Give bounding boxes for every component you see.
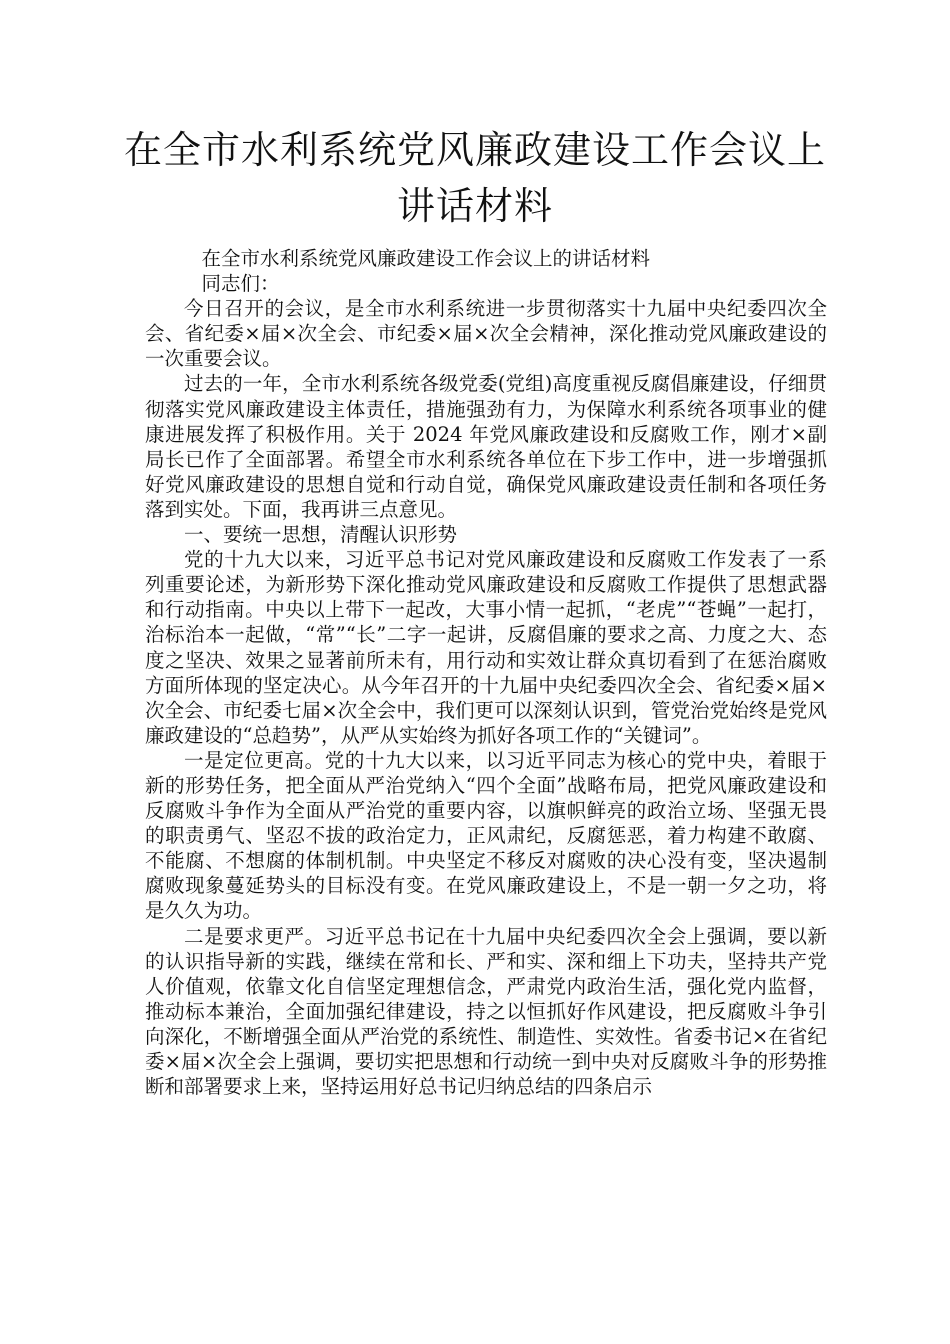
paragraph-3: 党的十九大以来，习近平总书记对党风廉政建设和反腐败工作发表了一系列重要论述，为新形势下深化推动党风廉政建设和反腐败工作提供了思想武器和行动指南。中央以上带下一起改，大事小情一起抓，“老虎”“苍蝇”一起打，治标治本一起做，“常”“长”二字一起讲，反腐倡廉的要求之高、力度之大、态度之坚决、效果之显著前所未有，用行动和实效让群众真切看到了在惩治腐败方面所体现的坚定决心。从今年召开的十九届中央纪委四次全会、省纪委×届×次全会、市纪委七届×次全会中，我们更可以深刻认识到，管党治党始终是党风廉政建设的“总趋势”，从严从实始终为抓好各项工作的“关键词”。: [145, 548, 827, 747]
title-line-1: 在全市水利系统党风廉政建设工作会议上: [123, 128, 826, 172]
paragraph-5: 二是要求更严。习近平总书记在十九届中央纪委四次全会上强调，要以新的认识指导新的实践，继续在常和长、严和实、深和细上下功夫，坚持共产党人价值观，依靠文化自信坚定理想信念，严肃党内政治生活，强化党内监督，推动标本兼治，全面加强纪律建设，持之以恒抓好作风建设，把反腐败斗争引向深化，不断增强全面从严治党的系统性、制造性、实效性。省委书记×在省纪委×届×次全会上强调，要切实把思想和行动统一到中央对反腐败斗争的形势推断和部署要求上来，坚持运用好总书记归纳总结的四条启示: [145, 924, 827, 1099]
document-subtitle: 在全市水利系统党风廉政建设工作会议上的讲话材料: [201, 247, 651, 270]
paragraph-1: 今日召开的会议，是全市水利系统进一步贯彻落实十九届中央纪委四次全会、省纪委×届×次全会、市纪委×届×次全会精神，深化推动党风廉政建设的一次重要会议。: [145, 297, 827, 371]
section-heading-1: 一、要统一思想，清醒认识形势: [184, 523, 458, 547]
paragraph-2: 过去的一年，全市水利系统各级党委(党组)高度重视反腐倡廉建设，仔细贯彻落实党风廉政建设主体责任，措施强劲有力，为保障水利系统各项事业的健康进展发挥了积极作用。关于 2024 年党风廉政建设和反腐败工作，刚才×副局长已作了全面部署。希望全市水利系统各单位在下步工作中，进一步增强抓好党风廉政建设的思想自觉和行动自觉，确保党风廉政建设责任制和各项任务落到实处。下面，我再讲三点意见。: [145, 372, 827, 521]
salutation: 同志们：: [201, 272, 280, 296]
paragraph-4: 一是定位更高。党的十九大以来，以习近平同志为核心的党中央，着眼于新的形势任务，把全面从严治党纳入“四个全面”战略布局，把党风廉政建设和反腐败斗争作为全面从严治党的重要内容，以旗帜鲜亮的政治立场、坚强无畏的职责勇气、坚忍不拔的政治定力，正风肃纪，反腐惩恶，着力构建不敢腐、不能腐、不想腐的体制机制。中央坚定不移反对腐败的决心没有变，坚决遏制腐败现象蔓延势头的目标没有变。在党风廉政建设上，不是一朝一夕之功，将是久久为功。: [145, 748, 827, 923]
document-body: [145, 246, 827, 1099]
title-line-2: 讲话材料: [396, 184, 553, 228]
document-title: [60, 122, 890, 234]
